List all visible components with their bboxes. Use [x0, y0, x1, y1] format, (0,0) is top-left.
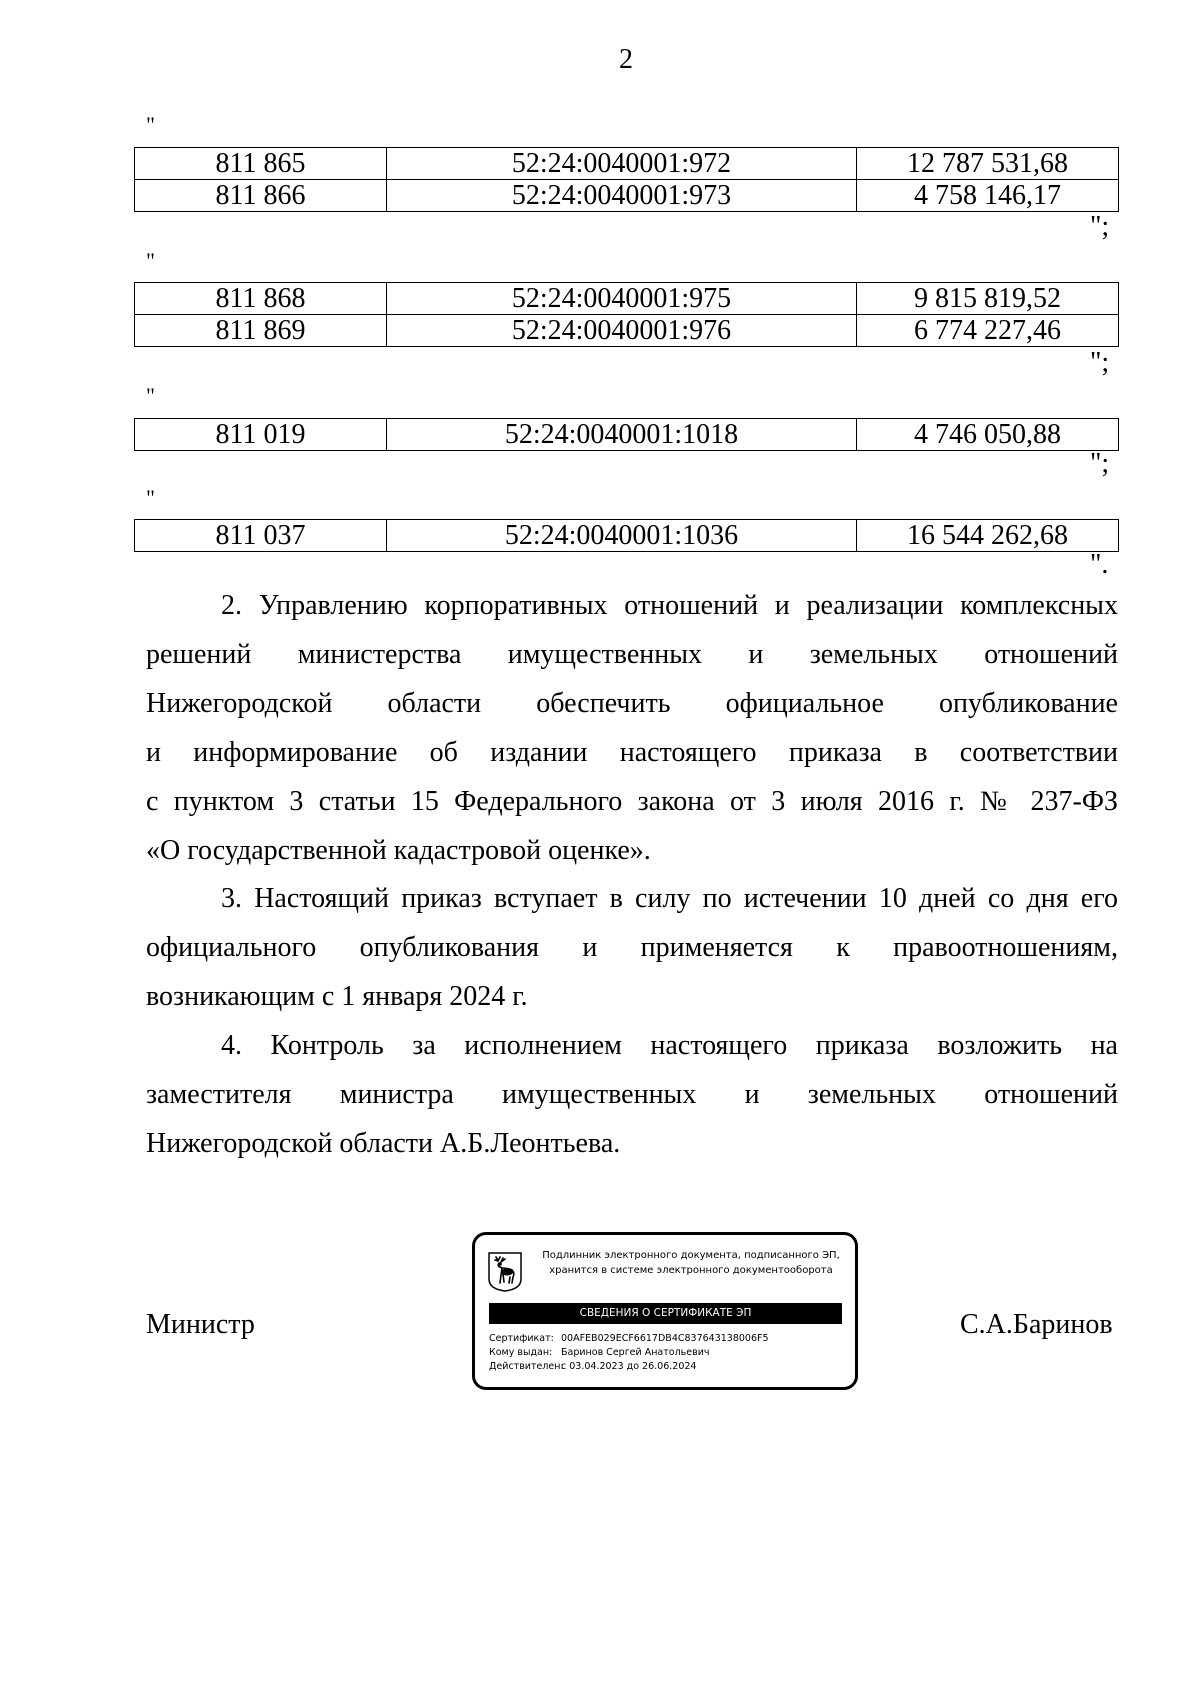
stamp-header	[530, 1248, 852, 1278]
opening-quote: "	[146, 248, 155, 273]
validity-row: Действителен:с 03.04.2023 до 26.06.2024	[489, 1361, 697, 1372]
opening-quote: "	[146, 112, 155, 137]
paragraph-line: 3. Настоящий приказ вступает в силу по истечении 10 дней со дня его	[221, 883, 1118, 914]
closing-quote: ";	[1090, 347, 1110, 378]
object-number-cell: 811 865	[135, 148, 387, 180]
object-number-cell: 811 866	[135, 180, 387, 212]
cadastral-value-cell: 9 815 819,52	[857, 283, 1119, 315]
cadastral-number-cell: 52:24:0040001:1036	[387, 520, 857, 552]
cadastral-value-cell: 12 787 531,68	[857, 148, 1119, 180]
certificate-info-bar: СВЕДЕНИЯ О СЕРТИФИКАТЕ ЭП	[489, 1303, 842, 1324]
table-row	[135, 283, 1119, 315]
object-number-cell: 811 868	[135, 283, 387, 315]
cadastral-table	[134, 418, 1119, 451]
table-row	[135, 520, 1119, 552]
cadastral-value-cell: 16 544 262,68	[857, 520, 1119, 552]
cadastral-number-cell: 52:24:0040001:975	[387, 283, 857, 315]
cadastral-table	[134, 519, 1119, 552]
cadastral-table	[134, 147, 1119, 212]
signatory-title: Министр	[146, 1309, 255, 1340]
cadastral-value-cell: 6 774 227,46	[857, 315, 1119, 347]
stamp-header-line: Подлинник электронного документа, подписанного ЭП,	[542, 1250, 840, 1261]
opening-quote: "	[146, 485, 155, 510]
opening-quote: "	[146, 383, 155, 408]
paragraph-line: Нижегородской области обеспечить официальное опубликование	[146, 688, 1118, 719]
paragraph-line: с пунктом 3 статьи 15 Федерального закона от 3 июля 2016 г. № 237-ФЗ	[146, 786, 1118, 817]
table-row	[135, 180, 1119, 212]
paragraph-line: 4. Контроль за исполнением настоящего приказа возложить на	[221, 1030, 1118, 1061]
cadastral-value-cell: 4 746 050,88	[857, 419, 1119, 451]
signatory-name: С.А.Баринов	[960, 1309, 1113, 1340]
paragraph-line: заместителя министра имущественных и земельных отношений	[146, 1079, 1118, 1110]
paragraph-4	[146, 1021, 1118, 1168]
paragraph-line: решений министерства имущественных и земельных отношений	[146, 639, 1118, 670]
cadastral-number-cell: 52:24:0040001:976	[387, 315, 857, 347]
table-row	[135, 315, 1119, 347]
deer-emblem-icon	[488, 1252, 522, 1292]
paragraph-2	[146, 581, 1118, 875]
certificate-row: Сертификат: 00AFEB029ECF6617DB4C837643138006F5	[489, 1333, 769, 1344]
cadastral-table	[134, 282, 1119, 347]
paragraph-line: 2. Управлению корпоративных отношений и реализации комплексных	[221, 590, 1118, 621]
cadastral-value-cell: 4 758 146,17	[857, 180, 1119, 212]
closing-quote: ";	[1090, 211, 1110, 242]
paragraph-3	[146, 874, 1118, 1021]
object-number-cell: 811 869	[135, 315, 387, 347]
page-number: 2	[619, 44, 633, 75]
owner-row: Кому выдан: Баринов Сергей Анатольевич	[489, 1347, 710, 1358]
stamp-header-line: хранится в системе электронного документооборота	[549, 1265, 833, 1276]
paragraph-line: Нижегородской области А.Б.Леонтьева.	[146, 1128, 621, 1159]
closing-quote: ".	[1090, 549, 1109, 580]
certificate-details	[489, 1332, 769, 1374]
cadastral-number-cell: 52:24:0040001:1018	[387, 419, 857, 451]
paragraph-line: возникающим с 1 января 2024 г.	[146, 981, 528, 1012]
object-number-cell: 811 019	[135, 419, 387, 451]
cadastral-number-cell: 52:24:0040001:972	[387, 148, 857, 180]
object-number-cell: 811 037	[135, 520, 387, 552]
electronic-signature-stamp	[472, 1232, 858, 1390]
table-row	[135, 419, 1119, 451]
paragraph-line: «О государственной кадастровой оценке».	[146, 835, 651, 866]
paragraph-line: официального опубликования и применяется к правоотношениям,	[146, 932, 1118, 963]
closing-quote: ";	[1090, 448, 1110, 479]
table-row	[135, 148, 1119, 180]
cadastral-number-cell: 52:24:0040001:973	[387, 180, 857, 212]
paragraph-line: и информирование об издании настоящего приказа в соответствии	[146, 737, 1118, 768]
